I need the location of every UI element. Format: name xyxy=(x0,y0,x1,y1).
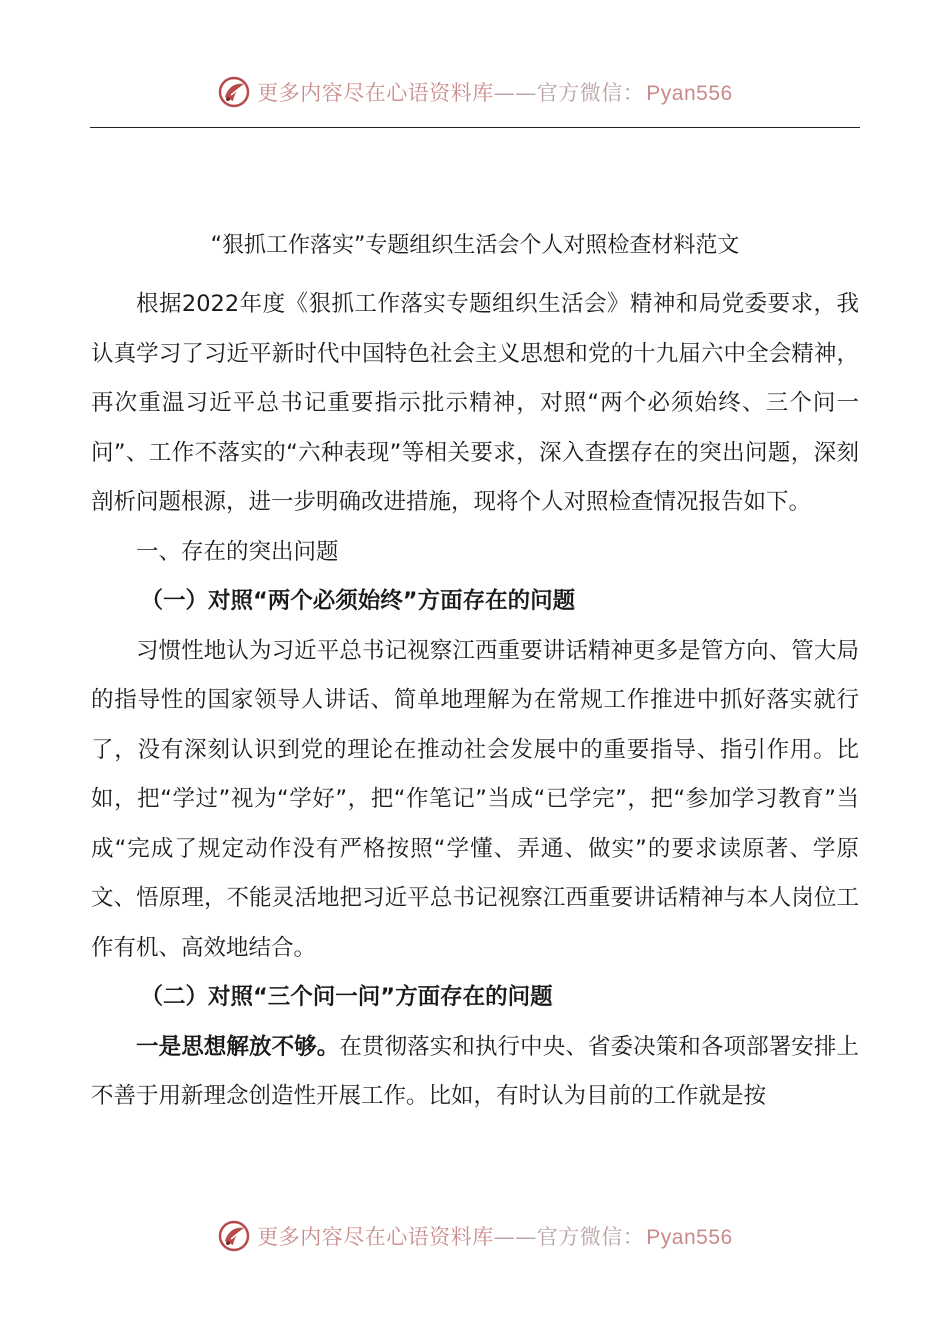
point-1-body: 在贯彻落实和执行中央、省委决策和各项部署安排上不善于用新理念创造性开展工作。比如，有时认为目前的工作就是按 xyxy=(91,1033,859,1109)
header-divider xyxy=(90,127,860,128)
brand-logo-icon xyxy=(217,1219,251,1253)
section-heading: 一、存在的突出问题 xyxy=(136,538,339,565)
header-watermark xyxy=(0,72,950,112)
brand-logo-icon xyxy=(217,75,251,109)
point-1-paragraph xyxy=(91,1023,859,1122)
subsection-heading-1: （一）对照“两个必须始终”方面存在的问题 xyxy=(140,588,576,614)
watermark-text: 更多内容尽在心语资料库——官方微信：Pyan556 xyxy=(257,81,733,105)
document-body xyxy=(91,280,859,1122)
intro-paragraph: 根据2022年度《狠抓工作落实专题组织生活会》精神和局党委要求，我认真学习了习近平新时代中国特色社会主义思想和党的十九届六中全会精神，再次重温习近平总书记重要指示批示精神，对照“两个必须始终、三个问一问”、工作不落实的“六种表现”等相关要求，深入查摆存在的突出问题，深刻剖析问题根源，进一步明确改进措施，现将个人对照检查情况报告如下。 xyxy=(91,291,859,515)
subsection-1-paragraph: 习惯性地认为习近平总书记视察江西重要讲话精神更多是管方向、管大局的指导性的国家领导人讲话、简单地理解为在常规工作推进中抓好落实就行了，没有深刻认识到党的理论在推动社会发展中的重要指导、指引作用。比如，把“学过”视为“学好”，把“作笔记”当成“已学完”，把“参加学习教育”当成“完成了规定动作没有严格按照“学懂、弄通、做实”的要求读原著、学原文、悟原理，不能灵活地把习近平总书记视察江西重要讲话精神与本人岗位工作有机、高效地结合。 xyxy=(91,637,859,961)
subsection-heading-2: （二）对照“三个问一问”方面存在的问题 xyxy=(140,984,553,1010)
watermark-text: 更多内容尽在心语资料库——官方微信：Pyan556 xyxy=(257,1225,733,1249)
document-title: “狠抓工作落实”专题组织生活会个人对照检查材料范文 xyxy=(210,233,740,258)
point-1-lead: 一是思想解放不够。 xyxy=(136,1033,340,1060)
footer-watermark xyxy=(0,1216,950,1256)
